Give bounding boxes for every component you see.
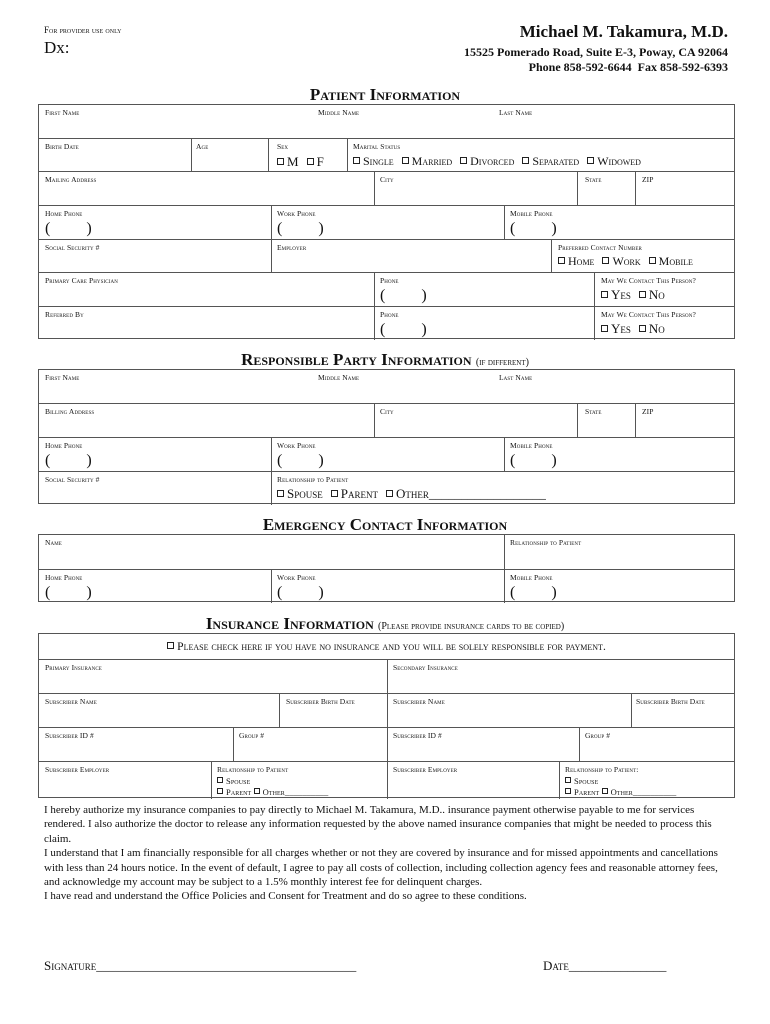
p-subscriber-name-cell[interactable] xyxy=(39,694,279,727)
pcp-yes-option[interactable]: Yes xyxy=(601,288,631,301)
rp-city-label: City xyxy=(380,407,394,416)
consent-paragraph-2: I understand that I am financially responsible for all charges whether or not they are covered by insurance and for missed appointments and cancellations with less than 24 hours notice. In the event of default, I agree to pay all costs of collection, including collection agency fees and reasonable attorney fees, and acknowledge my account may be subject to a 1.5% monthly interest fee for delinquent charges. xyxy=(44,847,718,889)
subscriber-id-row xyxy=(39,727,734,761)
employer-label: Employer xyxy=(277,243,307,252)
contact-work-option[interactable]: Work xyxy=(602,255,640,267)
rp-work-phone-parens: ( ) xyxy=(277,452,324,469)
date-line[interactable]: Date_______________ xyxy=(543,958,667,973)
checkbox-icon xyxy=(217,788,223,794)
no-insurance-row xyxy=(39,634,734,659)
zip-label: ZIP xyxy=(642,175,654,184)
rp-ssn-cell[interactable] xyxy=(39,472,271,505)
rp-billing-address-cell[interactable] xyxy=(39,404,374,437)
ec-work-phone-label: Work Phone xyxy=(277,573,316,582)
dx-label: Dx: xyxy=(44,38,70,57)
ssn-label: Social Security # xyxy=(45,243,100,252)
patient-birth-row xyxy=(39,138,734,171)
no-insurance-option[interactable] xyxy=(39,642,734,654)
patient-address-row xyxy=(39,171,734,205)
mobile-phone-parens: ( ) xyxy=(510,220,557,237)
rp-mobile-phone-cell[interactable] xyxy=(504,438,734,471)
consent-paragraph-1: I hereby authorize my insurance companies to pay directly to Michael M. Takamura, M.D.. insurance payment otherwise payable to me for services rendered. I also authorize the doctor to release any information requested by the above named insurance companies that might be needed to process this claim. xyxy=(44,804,712,845)
patient-referred-row xyxy=(39,306,734,340)
s-subscriber-name-cell[interactable] xyxy=(387,694,631,727)
ec-home-phone-parens: ( ) xyxy=(45,584,92,601)
rp-relationship-label: Relationship to Patient xyxy=(277,475,349,484)
patient-info-table xyxy=(38,104,735,339)
marital-divorced-option[interactable]: Divorced xyxy=(460,155,514,167)
s-subscriber-id-cell[interactable] xyxy=(387,728,579,761)
doctor-phone-fax: Phone 858-592-6644 Fax 858-592-6393 xyxy=(528,60,728,74)
checkbox-icon xyxy=(522,157,529,164)
rp-spouse-option[interactable]: Spouse xyxy=(277,487,323,500)
age-label: Age xyxy=(196,142,209,151)
ssn-cell[interactable] xyxy=(39,240,271,272)
responsible-section-title xyxy=(0,351,770,368)
checkbox-icon xyxy=(558,257,565,264)
insurance-section-title xyxy=(0,615,770,632)
checkbox-icon xyxy=(331,490,338,497)
doctor-name: Michael M. Takamura, M.D. xyxy=(519,22,728,41)
rp-other-option[interactable]: Other__________________ xyxy=(386,487,546,500)
marital-married-option[interactable]: Married xyxy=(402,155,452,167)
p-subscriber-employer-cell[interactable] xyxy=(39,762,211,799)
contact-home-option[interactable]: Home xyxy=(558,255,594,267)
pcp-no-option[interactable]: No xyxy=(639,288,665,301)
pcp-phone-label: Phone xyxy=(380,276,399,285)
pcp-phone-cell[interactable] xyxy=(374,273,594,306)
sex-m-option[interactable]: M xyxy=(277,155,299,168)
p-subscriber-birth-cell[interactable] xyxy=(279,694,387,727)
work-phone-parens: ( ) xyxy=(277,220,324,237)
birth-date-label: Birth Date xyxy=(45,142,79,151)
p-group-label: Group # xyxy=(239,731,265,740)
ec-mobile-phone-parens: ( ) xyxy=(510,584,557,601)
home-phone-parens: ( ) xyxy=(45,220,92,237)
responsible-ssn-row xyxy=(39,471,734,505)
referred-by-cell[interactable] xyxy=(39,307,374,340)
ec-mobile-phone-label: Mobile Phone xyxy=(510,573,553,582)
checkbox-icon xyxy=(277,490,284,497)
rp-zip-cell[interactable] xyxy=(635,404,734,437)
ec-home-phone-cell[interactable] xyxy=(39,570,271,603)
ec-mobile-phone-cell[interactable] xyxy=(504,570,734,603)
birth-date-cell[interactable] xyxy=(39,139,191,171)
checkbox-icon xyxy=(386,490,393,497)
checkbox-icon xyxy=(254,788,260,794)
preferred-contact-cell xyxy=(551,240,734,272)
s-subscriber-employer-cell[interactable] xyxy=(387,762,559,799)
ec-name-label: Name xyxy=(45,538,62,547)
no-insurance-text: Please check here if you have no insurance and you will be solely responsible for payment. xyxy=(177,641,606,653)
insurance-subtitle: (Please provide insurance cards to be copied) xyxy=(378,621,565,632)
patient-ssn-row xyxy=(39,239,734,272)
s-parent-other-options[interactable]: Parent Other__________ xyxy=(565,788,676,797)
checkbox-icon xyxy=(639,291,646,298)
responsible-subtitle: (if different) xyxy=(475,357,529,368)
patient-section-title xyxy=(0,86,770,103)
responsible-party-table xyxy=(38,369,735,504)
checkbox-icon xyxy=(460,157,467,164)
ec-relationship-label: Relationship to Patient xyxy=(510,538,582,547)
mobile-phone-label: Mobile Phone xyxy=(510,209,553,218)
s-subscriber-name-label: Subscriber Name xyxy=(393,697,445,706)
pcp-phone-parens: ( ) xyxy=(380,287,427,304)
s-group-cell[interactable] xyxy=(579,728,734,761)
work-phone-cell[interactable] xyxy=(271,206,504,239)
rp-work-phone-label: Work Phone xyxy=(277,441,316,450)
doctor-address: 15525 Pomerado Road, Suite E-3, Poway, CA 92064 xyxy=(464,45,728,59)
primary-insurance-label: Primary Insurance xyxy=(45,663,102,672)
primary-insurance-cell[interactable] xyxy=(39,660,387,693)
home-phone-label: Home Phone xyxy=(45,209,83,218)
pcp-cell[interactable] xyxy=(39,273,374,306)
referred-phone-cell[interactable] xyxy=(374,307,594,340)
insurance-table xyxy=(38,633,735,798)
rp-billing-address-label: Billing Address xyxy=(45,407,95,416)
s-relationship-label: Relationship to Patient: xyxy=(565,765,639,774)
consent-paragraph-3: I have read and understand the Office Policies and Consent for Treatment and do so agree to these conditions. xyxy=(44,890,527,903)
p-subscriber-birth-label: Subscriber Birth Date xyxy=(286,697,355,706)
employer-cell[interactable] xyxy=(271,240,551,272)
rp-zip-label: ZIP xyxy=(642,407,654,416)
referred-may-contact-label: May We Contact This Person? xyxy=(601,310,696,319)
marital-widowed-option[interactable]: Widowed xyxy=(587,155,641,167)
checkbox-icon xyxy=(602,257,609,264)
ec-work-phone-cell[interactable] xyxy=(271,570,504,603)
patient-pcp-row xyxy=(39,272,734,306)
checkbox-icon xyxy=(601,325,608,332)
p-relationship-cell xyxy=(211,762,387,799)
rp-home-phone-parens: ( ) xyxy=(45,452,92,469)
checkbox-icon xyxy=(167,642,174,649)
ec-work-phone-parens: ( ) xyxy=(277,584,324,601)
referred-phone-parens: ( ) xyxy=(380,321,427,338)
checkbox-icon xyxy=(587,157,594,164)
age-cell[interactable] xyxy=(191,139,268,171)
emergency-phone-row xyxy=(39,569,734,603)
rp-state-cell[interactable] xyxy=(577,404,635,437)
secondary-insurance-cell[interactable] xyxy=(387,660,734,693)
referred-no-option[interactable]: No xyxy=(639,322,665,335)
subscriber-name-row xyxy=(39,693,734,727)
state-label: State xyxy=(585,175,602,184)
p-subscriber-id-cell[interactable] xyxy=(39,728,233,761)
ec-name-cell[interactable] xyxy=(39,535,504,569)
s-relationship-cell xyxy=(559,762,734,799)
signature-line[interactable]: Signature________________________________________ xyxy=(44,958,357,973)
referred-contact-cell xyxy=(594,307,734,340)
patient-title-text: Patient Information xyxy=(309,85,461,104)
rp-home-phone-cell[interactable] xyxy=(39,438,271,471)
rp-middle-name-label: Middle Name xyxy=(318,373,360,382)
emergency-name-row xyxy=(39,535,734,569)
responsible-phone-row xyxy=(39,437,734,471)
rp-ssn-label: Social Security # xyxy=(45,475,100,484)
emergency-section-title xyxy=(0,516,770,533)
checkbox-icon xyxy=(277,158,284,165)
s-spouse-option[interactable]: Spouse xyxy=(565,777,598,786)
rp-mobile-phone-label: Mobile Phone xyxy=(510,441,553,450)
checkbox-icon xyxy=(601,291,608,298)
checkbox-icon xyxy=(565,777,571,783)
checkbox-icon xyxy=(402,157,409,164)
insurance-title-text: Insurance Information xyxy=(205,614,374,633)
p-relationship-label: Relationship to Patient xyxy=(217,765,289,774)
home-phone-cell[interactable] xyxy=(39,206,271,239)
state-cell[interactable] xyxy=(577,172,635,205)
rp-city-cell[interactable] xyxy=(374,404,577,437)
checkbox-icon xyxy=(217,777,223,783)
sex-f-option[interactable]: F xyxy=(307,155,324,168)
p-group-cell[interactable] xyxy=(233,728,387,761)
checkbox-icon xyxy=(565,788,571,794)
responsible-address-row xyxy=(39,403,734,437)
sex-label: Sex xyxy=(277,142,289,151)
insurance-company-row xyxy=(39,659,734,693)
rp-home-phone-label: Home Phone xyxy=(45,441,83,450)
emergency-title-text: Emergency Contact Information xyxy=(262,515,508,534)
p-spouse-option[interactable]: Spouse xyxy=(217,777,250,786)
ec-home-phone-label: Home Phone xyxy=(45,573,83,582)
mailing-address-label: Mailing Address xyxy=(45,175,97,184)
s-subscriber-birth-cell[interactable] xyxy=(631,694,734,727)
s-group-label: Group # xyxy=(585,731,611,740)
zip-cell[interactable] xyxy=(635,172,734,205)
rp-last-name-label: Last Name xyxy=(499,373,533,382)
checkbox-icon xyxy=(353,157,360,164)
work-phone-label: Work Phone xyxy=(277,209,316,218)
city-label: City xyxy=(380,175,394,184)
rp-first-name-label: First Name xyxy=(45,373,80,382)
rp-relationship-cell xyxy=(271,472,734,505)
checkbox-icon xyxy=(649,257,656,264)
pcp-contact-cell xyxy=(594,273,734,306)
pcp-may-contact-label: May We Contact This Person? xyxy=(601,276,696,285)
patient-first-name-label: First Name xyxy=(45,108,80,117)
patient-phone-row xyxy=(39,205,734,239)
s-subscriber-birth-label: Subscriber Birth Date xyxy=(636,697,705,706)
p-parent-other-options[interactable]: Parent Other__________ xyxy=(217,788,328,797)
consent-text xyxy=(44,803,734,904)
city-cell[interactable] xyxy=(374,172,577,205)
preferred-contact-label: Preferred Contact Number xyxy=(558,243,642,252)
emergency-contact-table xyxy=(38,534,735,602)
responsible-title-text: Responsible Party Information xyxy=(241,350,472,369)
marital-status-label: Marital Status xyxy=(353,142,401,151)
checkbox-icon xyxy=(602,788,608,794)
patient-middle-name-label: Middle Name xyxy=(318,108,360,117)
checkbox-icon xyxy=(307,158,314,165)
referred-phone-label: Phone xyxy=(380,310,399,319)
marital-single-option[interactable]: Single xyxy=(353,155,394,167)
referred-by-label: Referred By xyxy=(45,310,84,319)
marital-status-cell xyxy=(347,139,734,171)
ec-relationship-cell[interactable] xyxy=(504,535,734,569)
sex-cell xyxy=(268,139,347,171)
s-subscriber-id-label: Subscriber ID # xyxy=(393,731,442,740)
rp-state-label: State xyxy=(585,407,602,416)
patient-name-row[interactable] xyxy=(39,105,734,138)
pcp-label: Primary Care Physician xyxy=(45,276,118,285)
contact-mobile-option[interactable]: Mobile xyxy=(649,255,693,267)
rp-parent-option[interactable]: Parent xyxy=(331,487,378,500)
p-subscriber-employer-label: Subscriber Employer xyxy=(45,765,110,774)
s-subscriber-employer-label: Subscriber Employer xyxy=(393,765,458,774)
mobile-phone-cell[interactable] xyxy=(504,206,734,239)
rp-work-phone-cell[interactable] xyxy=(271,438,504,471)
checkbox-icon xyxy=(639,325,646,332)
p-subscriber-name-label: Subscriber Name xyxy=(45,697,97,706)
secondary-insurance-label: Secondary Insurance xyxy=(393,663,458,672)
subscriber-employer-row xyxy=(39,761,734,799)
responsible-name-row[interactable] xyxy=(39,370,734,403)
patient-last-name-label: Last Name xyxy=(499,108,533,117)
provider-use-note: For provider use only xyxy=(44,25,122,35)
rp-mobile-phone-parens: ( ) xyxy=(510,452,557,469)
marital-separated-option[interactable]: Separated xyxy=(522,155,579,167)
mailing-address-cell[interactable] xyxy=(39,172,374,205)
p-subscriber-id-label: Subscriber ID # xyxy=(45,731,94,740)
referred-yes-option[interactable]: Yes xyxy=(601,322,631,335)
